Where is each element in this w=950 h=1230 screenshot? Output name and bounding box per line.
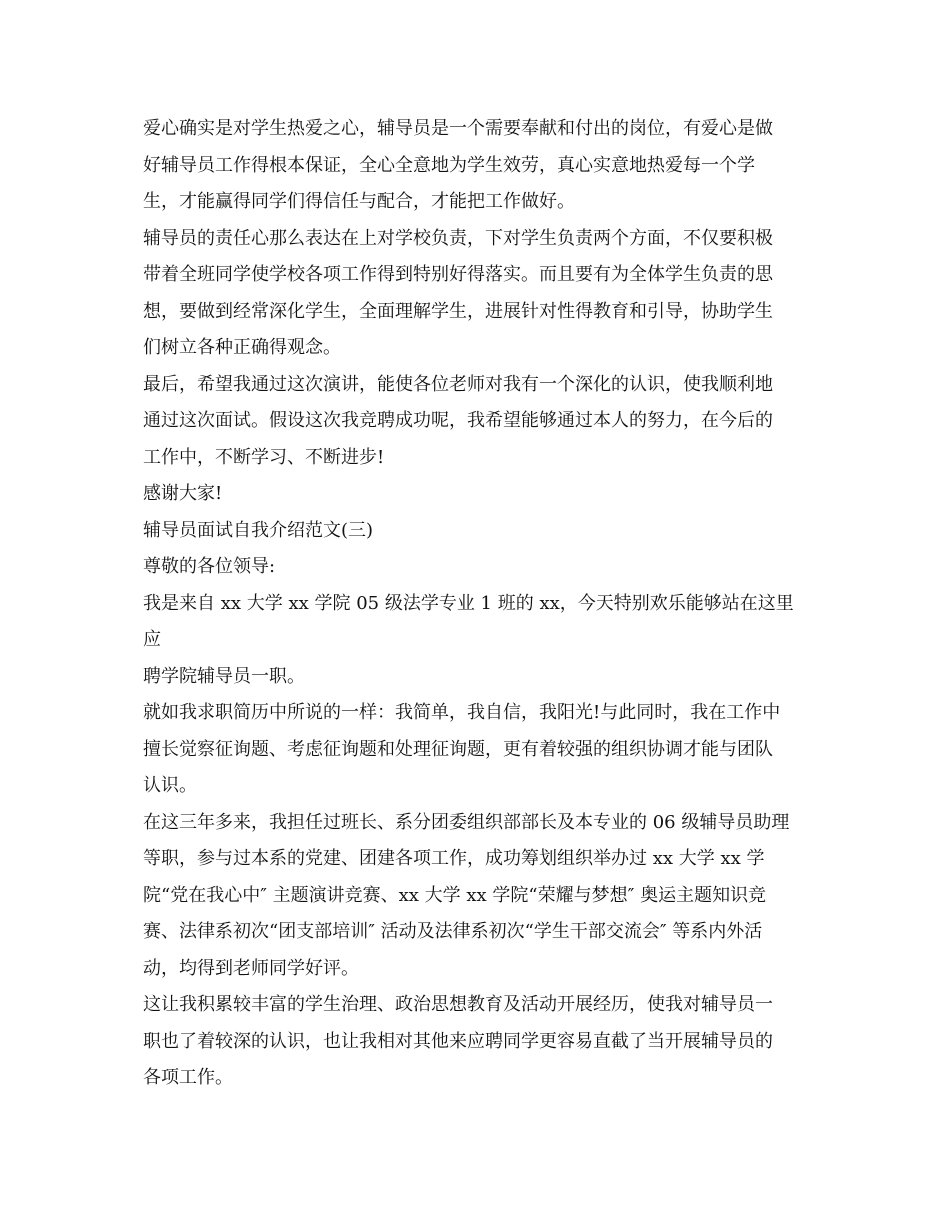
section-title: 辅导员面试自我介绍范文(三) [143,519,374,541]
salutation: 尊敬的各位领导: [143,556,276,577]
paragraph-experience: 在这三年多来，我担任过班长、系分团委组织部部长及本专业的 06 级辅导员助理 等职，参与过本系的党建、团建各项工作，成功筹划组织举办过 xx 大学 xx 学 院“党在我心中″ 主题演讲竞赛、xx 大学 xx 学院“荣耀与梦想″ 奥运主题知识竞 赛、法律系初次“团支部培训″ 活动及法律系初次“学生干部交流会″ 等系内外活 动，均得到老师同学好评。 [143,811,790,979]
paragraph-introduction: 我是来自 xx 大学 xx 学院 05 级法学专业 1 班的 xx，今天特别欢乐能够站在这里应 聘学院辅导员一职。 [143,592,794,687]
paragraph-closing-hope: 最后，希望我通过这次演讲，能使各位老师对我有一个深化的认识，使我顺利地 通过这次面试。假设这次我竞聘成功呢，我希望能够通过本人的努力，在今后的 工作中，不断学习、不断进步! [143,373,773,468]
document-body [143,111,808,1097]
paragraph-responsibility: 辅导员的责任心那么表达在上对学校负责，下对学生负责两个方面，不仅要积极 带着全班同学使学校各项工作得到特别好得落实。而且要有为全体学生负责的思 想，要做到经常深化学生，全面理解学生，进展针对性得教育和引导，协助学生 们树立各种正确得观念。 [143,227,773,358]
paragraph-personality: 就如我求职简历中所说的一样：我简单，我自信，我阳光!与此同时，我在工作中 擅长觉察征询题、考虑征询题和处理征询题，更有着较强的组织协调才能与团队 认识。 [143,702,781,796]
paragraph-conclusion: 这让我积累较丰富的学生治理、政治思想教育及活动开展经历，使我对辅导员一 职也了着较深的认识，也让我相对其他来应聘同学更容易直截了当开展辅导员的 各项工作。 [143,994,773,1088]
paragraph-thanks: 感谢大家! [143,483,223,504]
paragraph-love-heart: 爱心确实是对学生热爱之心，辅导员是一个需要奉献和付出的岗位，有爱心是做 好辅导员工作得根本保证，全心全意地为学生效劳，真心实意地热爱每一个学 生，才能赢得同学们得信任与配合，才能把工作做好。 [143,118,773,212]
